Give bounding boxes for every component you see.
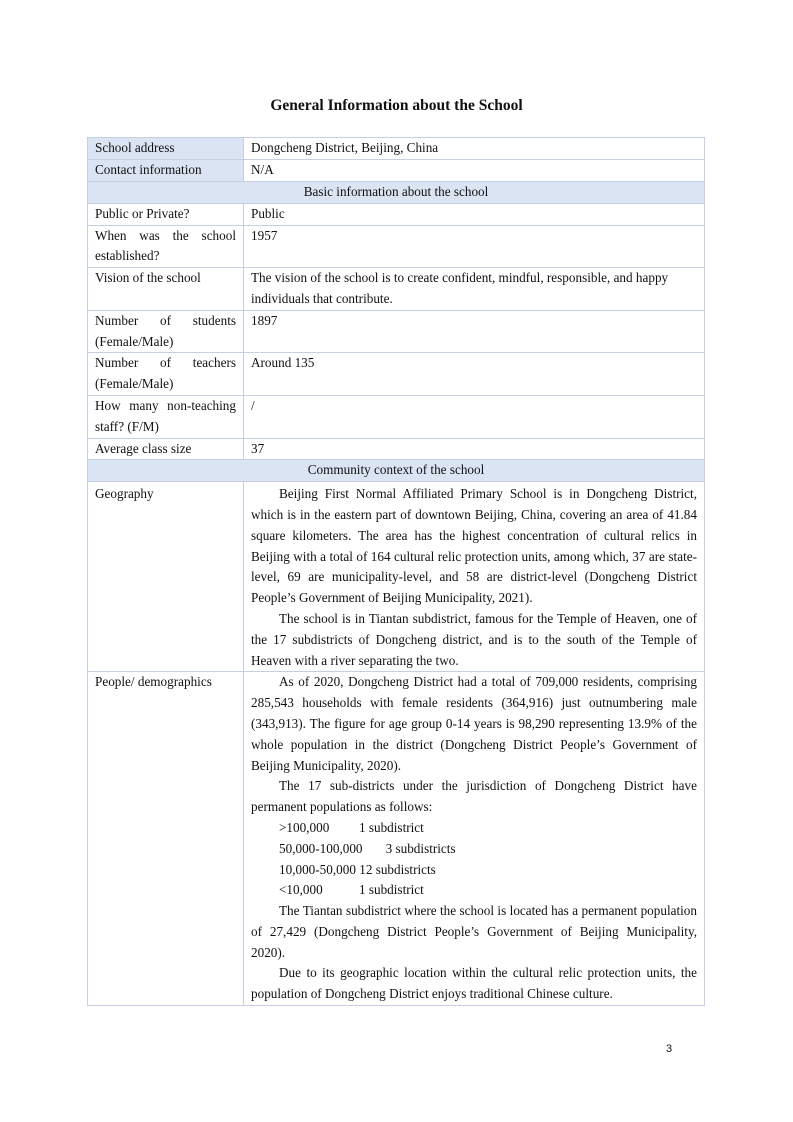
table-row — [88, 353, 705, 396]
page-number: 3 — [666, 1043, 673, 1055]
section-basic-info: Basic information about the school — [88, 182, 705, 204]
population-row: <10,000 1 subdistrict — [279, 882, 424, 898]
label-geography: Geography — [88, 482, 244, 672]
label-school-address: School address — [88, 138, 244, 160]
geography-paragraph: The school is in Tiantan subdistrict, famous for the Temple of Heaven, one of the 17 subdistricts of Dongcheng district, and is to the south of the Temple of Heaven with a river separating the two. — [251, 610, 697, 668]
population-row: 10,000-50,000 12 subdistricts — [279, 861, 436, 877]
value-non-teaching-staff: / — [244, 395, 705, 438]
label-contact-information: Contact information — [88, 160, 244, 182]
demographics-paragraph: As of 2020, Dongcheng District had a total of 709,000 residents, comprising 285,543 households with female residents (364,916) just outnumbering male (343,913). The figure for age group 0-14 years is 98,290 representing 13.9% of the whole population in the district (Dongcheng District People’s Government of Beijing Municipality, 2020). — [251, 674, 697, 773]
table-row-people — [88, 672, 705, 1006]
value-class-size: 37 — [244, 438, 705, 460]
value-public-private: Public — [244, 203, 705, 225]
table-row-geography — [88, 482, 705, 672]
label-established: When was the school established? — [88, 225, 244, 268]
label-students: Number of students (Female/Male) — [88, 310, 244, 353]
value-people-demographics — [244, 672, 705, 1006]
table-row-contact — [88, 160, 705, 182]
value-contact-information: N/A — [244, 160, 705, 182]
table-row — [88, 225, 705, 268]
section-header-row — [88, 182, 705, 204]
school-info-table — [87, 137, 705, 1006]
value-school-address: Dongcheng District, Beijing, China — [244, 138, 705, 160]
label-people-demographics: People/ demographics — [88, 672, 244, 1006]
table-row-address — [88, 138, 705, 160]
value-geography — [244, 482, 705, 672]
geography-paragraph: Beijing First Normal Affiliated Primary School is in Dongcheng District, which is in the eastern part of downtown Beijing, China, covering an area of 41.84 square kilometers. The area has the highest concentration of cultural relics in Beijing with a total of 164 cultural relic protection units, among which, 37 are state-level, 69 are municipality-level, and 58 are district-level (Dongcheng District People’s Government of Beijing Municipality, 2021). — [251, 486, 697, 606]
table-row — [88, 438, 705, 460]
value-established: 1957 — [244, 225, 705, 268]
label-public-private: Public or Private? — [88, 203, 244, 225]
population-row: >100,000 1 subdistrict — [279, 819, 424, 835]
table-row — [88, 268, 705, 311]
section-header-row — [88, 460, 705, 482]
label-non-teaching-staff: How many non-teaching staff? (F/M) — [88, 395, 244, 438]
label-vision: Vision of the school — [88, 268, 244, 311]
population-row: 50,000-100,000 3 subdistricts — [279, 840, 456, 856]
table-row — [88, 395, 705, 438]
table-row — [88, 203, 705, 225]
label-class-size: Average class size — [88, 438, 244, 460]
table-row — [88, 310, 705, 353]
demographics-paragraph: The Tiantan subdistrict where the school is located has a permanent population of 27,429 (Dongcheng District People’s Government of Beijing Municipality, 2020). — [251, 903, 697, 960]
page-title: General Information about the School — [270, 97, 523, 114]
value-teachers: Around 135 — [244, 353, 705, 396]
section-community-context: Community context of the school — [88, 460, 705, 482]
value-vision: The vision of the school is to create confident, mindful, responsible, and happy individuals that contribute. — [244, 268, 705, 311]
demographics-paragraph: The 17 sub-districts under the jurisdiction of Dongcheng District have permanent populations as follows: — [251, 778, 697, 815]
label-teachers: Number of teachers (Female/Male) — [88, 353, 244, 396]
value-students: 1897 — [244, 310, 705, 353]
demographics-paragraph: Due to its geographic location within the cultural relic protection units, the population of Dongcheng District enjoys traditional Chinese culture. — [251, 965, 697, 1002]
